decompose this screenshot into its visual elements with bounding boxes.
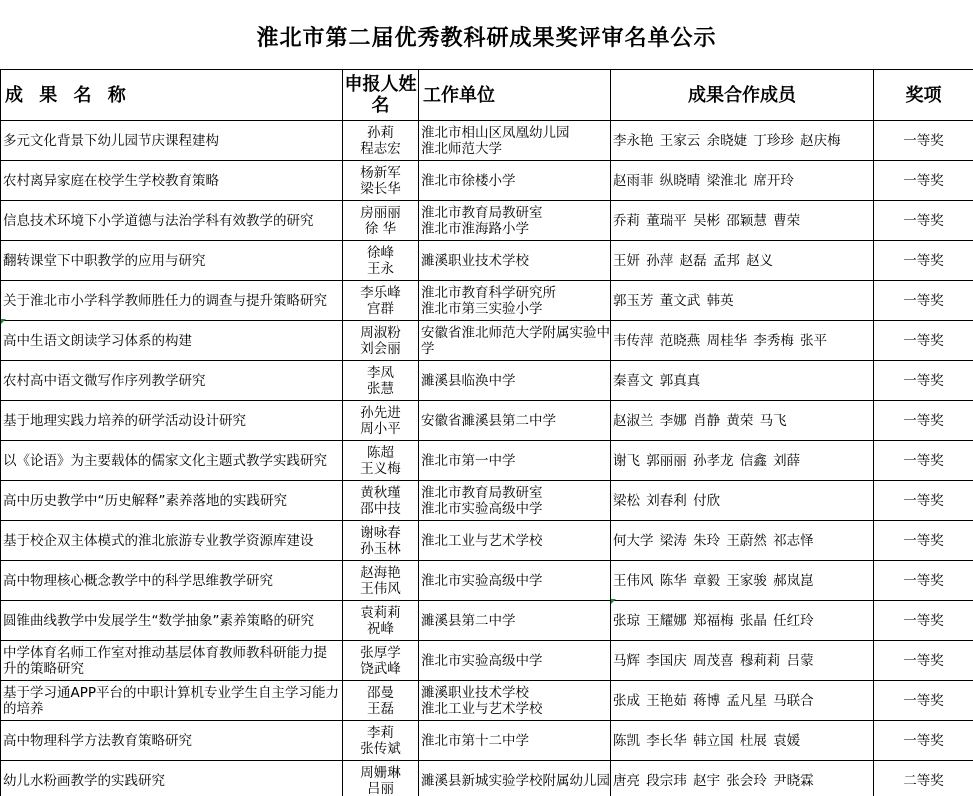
applicant-name: 谢咏春: [360, 524, 401, 541]
work-unit: 淮北市教育局教研室: [421, 484, 543, 501]
cell-project-name[interactable]: 关于淮北市小学科学教师胜任力的调查与提升策略研究: [1, 281, 343, 321]
applicant-name: 邵曼: [367, 684, 394, 701]
cell-applicant[interactable]: [343, 641, 419, 681]
cell-members[interactable]: 乔莉 董瑞平 吴彬 邵颖慧 曹荣: [611, 201, 874, 241]
cell-award[interactable]: 一等奖: [874, 721, 973, 761]
header-award: 奖项: [874, 70, 973, 121]
cell-project-name[interactable]: 圆锥曲线教学中发展学生“数学抽象”素养策略的研究: [1, 601, 343, 641]
applicant-name: 周小平: [360, 420, 401, 437]
cell-work-unit[interactable]: [419, 441, 611, 481]
cell-applicant[interactable]: [343, 521, 419, 561]
header-unit: 工作单位: [419, 70, 611, 121]
header-applicant: 申报人姓名: [343, 70, 419, 121]
cell-members[interactable]: 张琼 王耀娜 郑福梅 张晶 任红玲: [611, 601, 874, 641]
applicant-name: 杨新军: [360, 164, 401, 181]
cell-members[interactable]: 秦喜文 郭真真: [611, 361, 874, 401]
work-unit: 濉溪职业技术学校: [421, 684, 529, 701]
applicant-name: 王伟风: [360, 580, 401, 597]
cell-award[interactable]: 一等奖: [874, 561, 973, 601]
applicant-name: 王磊: [367, 700, 394, 717]
cell-award[interactable]: 一等奖: [874, 401, 973, 441]
cell-applicant[interactable]: [343, 201, 419, 241]
work-unit: 淮北市实验高级中学: [421, 652, 543, 669]
applicant-name: 饶武峰: [360, 660, 401, 677]
cell-comment-marker: [611, 599, 616, 604]
applicant-name: 邵中技: [360, 500, 401, 517]
applicant-name: 李莉: [367, 724, 394, 741]
cell-applicant[interactable]: [343, 161, 419, 201]
cell-applicant[interactable]: [343, 281, 419, 321]
cell-award[interactable]: 一等奖: [874, 481, 973, 521]
header-members: 成果合作成员: [611, 70, 874, 121]
cell-project-name[interactable]: 基于校企双主体模式的淮北旅游专业教学资源库建设: [1, 521, 343, 561]
cell-applicant[interactable]: [343, 401, 419, 441]
work-unit: 淮北师范大学: [421, 140, 502, 157]
cell-work-unit[interactable]: [419, 361, 611, 401]
cell-award[interactable]: 一等奖: [874, 641, 973, 681]
work-unit: 淮北市相山区凤凰幼儿园: [421, 124, 570, 141]
work-unit: 淮北市第十二中学: [421, 732, 529, 749]
cell-work-unit[interactable]: [419, 681, 611, 721]
cell-members[interactable]: 赵雨菲 纵晓晴 梁淮北 席开玲: [611, 161, 874, 201]
table-row: [1, 121, 973, 161]
cell-applicant[interactable]: [343, 361, 419, 401]
applicant-name: 陈超: [367, 444, 394, 461]
cell-work-unit[interactable]: [419, 401, 611, 441]
table-row: [1, 321, 973, 361]
table-row: [1, 241, 973, 281]
table-row: [1, 681, 973, 721]
applicant-name: 吕丽: [367, 780, 394, 796]
applicant-name: 孙先进: [360, 404, 401, 421]
cell-project-name[interactable]: 高中生语文朗读学习体系的构建: [1, 321, 343, 361]
applicant-name: 祝峰: [367, 620, 394, 637]
cell-award[interactable]: 一等奖: [874, 361, 973, 401]
applicant-name: 李乐峰: [360, 284, 401, 301]
table-row: [1, 561, 973, 601]
table-row: [1, 481, 973, 521]
table-row: [1, 641, 973, 681]
table-row: [1, 441, 973, 481]
work-unit: 安徽省淮北师范大学附属实验中学: [421, 324, 610, 357]
cell-award[interactable]: 一等奖: [874, 241, 973, 281]
cell-applicant[interactable]: [343, 721, 419, 761]
cell-award[interactable]: 二等奖: [874, 761, 973, 796]
table-row: [1, 201, 973, 241]
cell-project-name[interactable]: 翻转课堂下中职教学的应用与研究: [1, 241, 343, 281]
cell-project-name[interactable]: 幼儿水粉画教学的实践研究: [1, 761, 343, 796]
cell-work-unit[interactable]: [419, 601, 611, 641]
cell-work-unit[interactable]: [419, 641, 611, 681]
table-row: [1, 281, 973, 321]
cell-members[interactable]: 王妍 孙萍 赵磊 孟邦 赵义: [611, 241, 874, 281]
cell-members[interactable]: 梁松 刘春利 付欣: [611, 481, 874, 521]
work-unit: 淮北工业与艺术学校: [421, 532, 543, 549]
applicant-name: 张慧: [367, 380, 394, 397]
table-row: [1, 401, 973, 441]
work-unit: 淮北市实验高级中学: [421, 500, 543, 517]
cell-award[interactable]: 一等奖: [874, 521, 973, 561]
work-unit: 淮北市第一中学: [421, 452, 516, 469]
cell-project-name[interactable]: 高中物理科学方法教育策略研究: [1, 721, 343, 761]
cell-members[interactable]: 马辉 李国庆 周茂喜 穆莉莉 吕蒙: [611, 641, 874, 681]
applicant-name: 徐峰: [367, 244, 394, 261]
applicant-name: 宫群: [367, 300, 394, 317]
work-unit: 淮北市淮海路小学: [421, 220, 529, 237]
work-unit: 淮北市教育局教研室: [421, 204, 543, 221]
cell-members[interactable]: 张成 王艳茹 蒋博 孟凡星 马联合: [611, 681, 874, 721]
applicant-name: 房丽丽: [360, 204, 401, 221]
cell-members[interactable]: 唐亮 段宗玮 赵宇 张会玲 尹晓霖: [611, 761, 874, 796]
cell-applicant[interactable]: [343, 481, 419, 521]
applicant-name: 程志宏: [360, 140, 401, 157]
cell-members[interactable]: 郭玉芳 董文武 韩英: [611, 281, 874, 321]
work-unit: 淮北市实验高级中学: [421, 572, 543, 589]
work-unit: 安徽省濉溪县第二中学: [421, 412, 556, 429]
applicant-name: 梁长华: [360, 180, 401, 197]
header-name: 成 果 名 称: [1, 70, 343, 121]
applicant-name: 李凤: [367, 364, 394, 381]
cell-work-unit[interactable]: [419, 761, 611, 796]
cell-members[interactable]: 何大学 梁涛 朱玲 王蔚然 祁志怿: [611, 521, 874, 561]
applicant-name: 袁莉莉: [360, 604, 401, 621]
cell-members[interactable]: 李永艳 王家云 余晓婕 丁珍珍 赵庆梅: [611, 121, 874, 161]
cell-applicant[interactable]: [343, 241, 419, 281]
cell-work-unit[interactable]: [419, 281, 611, 321]
table-row: [1, 761, 973, 796]
cell-award[interactable]: 一等奖: [874, 441, 973, 481]
applicant-name: 孙莉: [367, 124, 394, 141]
cell-applicant[interactable]: [343, 561, 419, 601]
cell-project-name[interactable]: 基于地理实践力培养的研学活动设计研究: [1, 401, 343, 441]
table-body: [1, 121, 973, 796]
cell-members[interactable]: 陈凯 李长华 韩立国 杜展 袁媛: [611, 721, 874, 761]
cell-award[interactable]: 一等奖: [874, 601, 973, 641]
work-unit: 濉溪职业技术学校: [421, 252, 529, 269]
applicant-name: 黄秋瑾: [360, 484, 401, 501]
cell-project-name[interactable]: 基于学习通APP平台的中职计算机专业学生自主学习能力的培养: [1, 681, 343, 721]
applicant-name: 张传斌: [360, 740, 401, 757]
cell-applicant[interactable]: [343, 761, 419, 796]
cell-applicant[interactable]: [343, 441, 419, 481]
cell-award[interactable]: 一等奖: [874, 321, 973, 361]
table-row: [1, 721, 973, 761]
table-row: [1, 521, 973, 561]
applicant-name: 刘会丽: [360, 340, 401, 357]
cell-comment-marker: [1, 319, 6, 324]
cell-work-unit[interactable]: [419, 121, 611, 161]
work-unit: 淮北工业与艺术学校: [421, 700, 543, 717]
cell-award[interactable]: 一等奖: [874, 121, 973, 161]
title-row: [0, 0, 973, 70]
cell-project-name[interactable]: 高中历史教学中“历史解释”素养落地的实践研究: [1, 481, 343, 521]
work-unit: 濉溪县新城实验学校附属幼儿园: [421, 772, 610, 789]
cell-work-unit[interactable]: [419, 201, 611, 241]
applicant-name: 周淑粉: [360, 324, 401, 341]
cell-work-unit[interactable]: [419, 481, 611, 521]
applicant-name: 孙玉林: [360, 540, 401, 557]
table-row: [1, 361, 973, 401]
cell-members[interactable]: 韦传萍 范晓燕 周桂华 李秀梅 张平: [611, 321, 874, 361]
applicant-name: 王义梅: [360, 460, 401, 477]
applicant-name: 张厚学: [360, 644, 401, 661]
cell-award[interactable]: 一等奖: [874, 161, 973, 201]
cell-award[interactable]: 一等奖: [874, 281, 973, 321]
work-unit: 淮北市教育科学研究所: [421, 284, 556, 301]
cell-applicant[interactable]: [343, 681, 419, 721]
applicant-name: 赵海艳: [360, 564, 401, 581]
cell-project-name[interactable]: 农村离异家庭在校学生学校教育策略: [1, 161, 343, 201]
table-row: [1, 601, 973, 641]
header-row: [1, 70, 973, 121]
applicant-name: 王永: [367, 260, 394, 277]
cell-award[interactable]: 一等奖: [874, 201, 973, 241]
work-unit: 濉溪县第二中学: [421, 612, 516, 629]
cell-work-unit[interactable]: [419, 241, 611, 281]
cell-applicant[interactable]: [343, 121, 419, 161]
work-unit: 濉溪县临涣中学: [421, 372, 516, 389]
page-title: 淮北市第二届优秀教科研成果奖评审名单公示: [256, 25, 717, 51]
cell-applicant[interactable]: [343, 601, 419, 641]
applicant-name: 周姗琳: [360, 764, 401, 781]
cell-members[interactable]: 王伟风 陈华 章毅 王家骏 郝岚崑: [611, 561, 874, 601]
cell-project-name[interactable]: 农村高中语文微写作序列教学研究: [1, 361, 343, 401]
table-row: [1, 161, 973, 201]
cell-work-unit[interactable]: [419, 561, 611, 601]
cell-project-name[interactable]: 多元文化背景下幼儿园节庆课程建构: [1, 121, 343, 161]
cell-members[interactable]: 赵淑兰 李娜 肖静 黄荣 马飞: [611, 401, 874, 441]
cell-project-name[interactable]: 信息技术环境下小学道德与法治学科有效教学的研究: [1, 201, 343, 241]
cell-project-name[interactable]: 高中物理核心概念教学中的科学思维教学研究: [1, 561, 343, 601]
work-unit: 淮北市第三实验小学: [421, 300, 543, 317]
cell-award[interactable]: 一等奖: [874, 681, 973, 721]
cell-project-name[interactable]: 以《论语》为主要载体的儒家文化主题式教学实践研究: [1, 441, 343, 481]
cell-work-unit[interactable]: [419, 161, 611, 201]
cell-project-name[interactable]: 中学体育名师工作室对推动基层体育教师教科研能力提升的策略研究: [1, 641, 343, 681]
cell-applicant[interactable]: [343, 321, 419, 361]
cell-work-unit[interactable]: [419, 521, 611, 561]
cell-work-unit[interactable]: [419, 721, 611, 761]
applicant-name: 徐 华: [364, 220, 397, 237]
results-table: [0, 69, 973, 796]
cell-members[interactable]: 谢飞 郭丽丽 孙孝龙 信鑫 刘薛: [611, 441, 874, 481]
cell-work-unit[interactable]: [419, 321, 611, 361]
work-unit: 淮北市徐楼小学: [421, 172, 516, 189]
